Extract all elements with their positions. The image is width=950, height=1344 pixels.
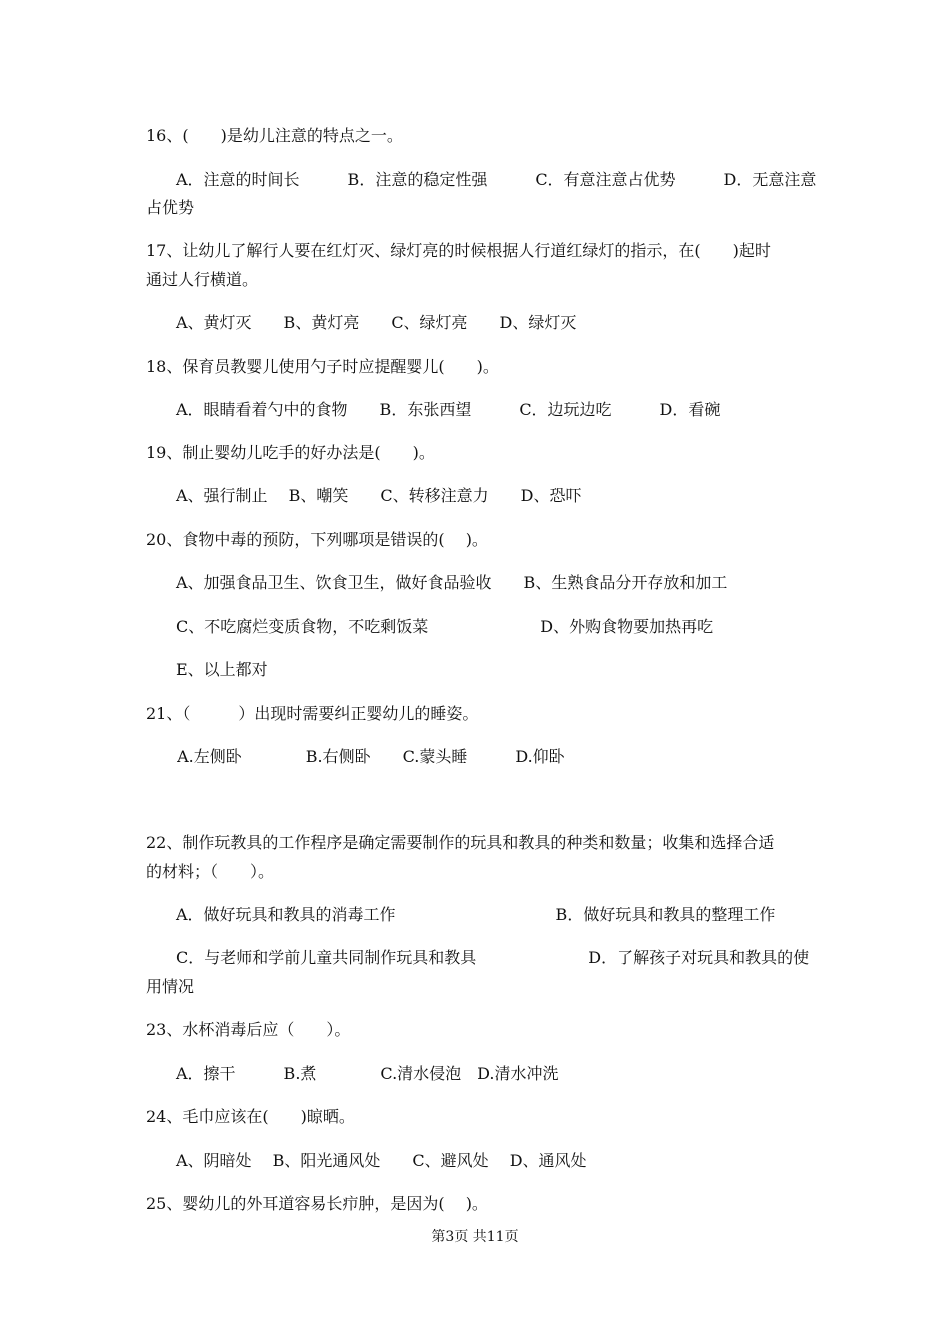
question-17-wrap: 通过人行横道。 — [146, 270, 259, 289]
question-17: 17、让幼儿了解行人要在红灯灭、绿灯亮的时候根据人行道红绿灯的指示，在( )起时 — [146, 241, 771, 260]
question-20-options-cd: C、不吃腐烂变质食物，不吃剩饭菜 D、外购食物要加热再吃 — [176, 617, 714, 636]
page-footer: 第3页 共11页 — [431, 1229, 519, 1245]
question-23: 23、水杯消毒后应（ ）。 — [146, 1020, 351, 1039]
question-23-options: A．擦干 B.煮 C.清水侵泡 D.清水冲洗 — [176, 1064, 559, 1083]
question-21-options: A.左侧卧 B.右侧卧 C.蒙头睡 D.仰卧 — [172, 747, 565, 766]
question-24-options: A、阴暗处 B、阳光通风处 C、避风处 D、通风处 — [176, 1151, 587, 1170]
question-20: 20、食物中毒的预防，下列哪项是错误的( )。 — [146, 530, 488, 549]
question-22-options-ab: A．做好玩具和教具的消毒工作 B．做好玩具和教具的整理工作 — [176, 905, 776, 924]
question-19-options: A、强行制止 B、嘲笑 C、转移注意力 D、恐吓 — [176, 486, 582, 505]
question-17-options: A、黄灯灭 B、黄灯亮 C、绿灯亮 D、绿灯灭 — [176, 313, 577, 332]
question-24: 24、毛巾应该在( )晾晒。 — [146, 1107, 355, 1126]
question-19: 19、制止婴幼儿吃手的好办法是( )。 — [146, 443, 435, 462]
question-18: 18、保育员教婴儿使用勺子时应提醒婴儿( )。 — [146, 357, 499, 376]
question-21: 21、（ ）出现时需要纠正婴幼儿的睡姿。 — [146, 704, 479, 723]
question-22-options-cd: C．与老师和学前儿童共同制作玩具和教具 D．了解孩子对玩具和教具的使 — [176, 948, 810, 967]
question-16-options-wrap: 占优势 — [146, 198, 195, 217]
question-22-options-wrap: 用情况 — [146, 977, 195, 996]
question-16-options: A．注意的时间长 B．注意的稳定性强 C．有意注意占优势 D．无意注意 — [176, 170, 817, 189]
question-22: 22、制作玩教具的工作程序是确定需要制作的玩具和教具的种类和数量；收集和选择合适 — [146, 833, 775, 852]
question-20-options-ab: A、加强食品卫生、饮食卫生，做好食品验收 B、生熟食品分开存放和加工 — [176, 573, 728, 592]
question-18-options: A．眼睛看着勺中的食物 B．东张西望 C．边玩边吃 D．看碗 — [176, 400, 721, 419]
question-20-options-e: E、以上都对 — [176, 660, 268, 679]
question-25: 25、婴幼儿的外耳道容易长疖肿，是因为( )。 — [146, 1194, 488, 1213]
question-22-wrap: 的材料；（ ）。 — [146, 862, 275, 881]
question-16: 16、( )是幼儿注意的特点之一。 — [146, 126, 403, 145]
